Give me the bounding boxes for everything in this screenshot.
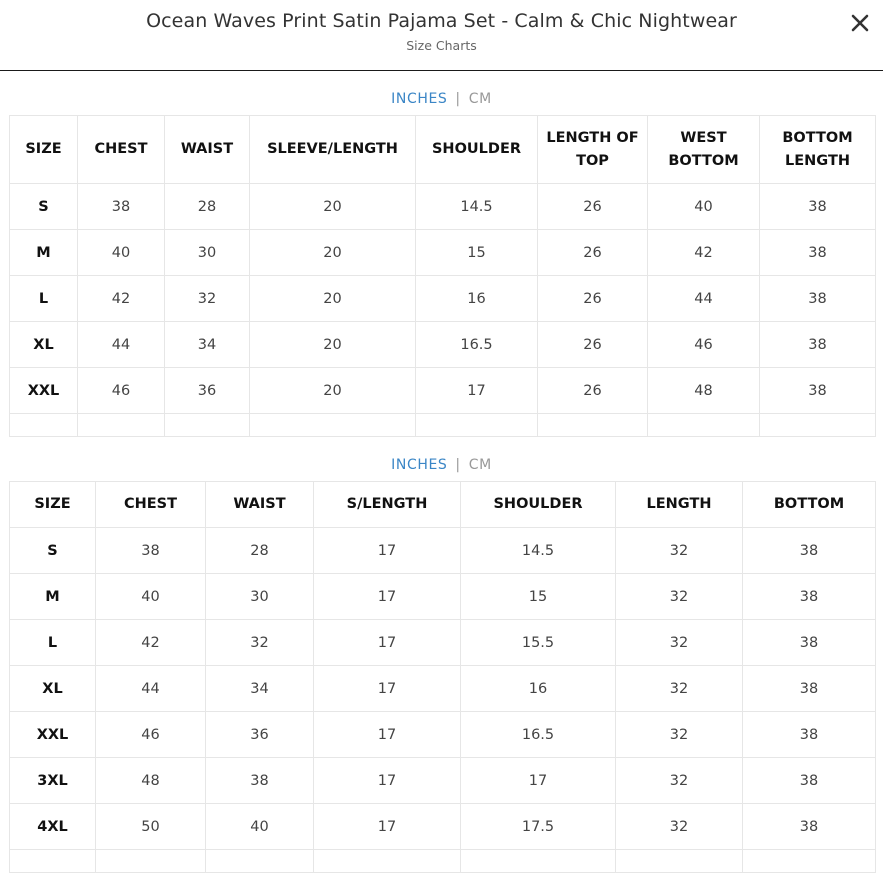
measurement-cell: 16 bbox=[416, 276, 538, 322]
measurement-cell: 17 bbox=[416, 368, 538, 414]
measurement-cell: 44 bbox=[648, 276, 760, 322]
measurement-cell: 38 bbox=[206, 758, 314, 804]
measurement-cell: 44 bbox=[96, 666, 206, 712]
measurement-cell: 38 bbox=[743, 666, 876, 712]
table-row bbox=[10, 276, 876, 322]
modal-header bbox=[0, 0, 883, 71]
measurement-cell: 17 bbox=[314, 758, 461, 804]
measurement-cell: 38 bbox=[96, 528, 206, 574]
empty-cell bbox=[314, 850, 461, 873]
measurement-cell: 38 bbox=[760, 276, 876, 322]
measurement-cell: 40 bbox=[206, 804, 314, 850]
measurement-cell: 28 bbox=[165, 184, 250, 230]
measurement-cell: 17 bbox=[461, 758, 616, 804]
measurement-cell: 20 bbox=[250, 230, 416, 276]
measurement-cell: 46 bbox=[78, 368, 165, 414]
measurement-cell: 17 bbox=[314, 574, 461, 620]
table-header-row bbox=[10, 482, 876, 528]
empty-cell bbox=[616, 850, 743, 873]
measurement-cell: 14.5 bbox=[416, 184, 538, 230]
empty-cell bbox=[10, 414, 78, 437]
measurement-cell: 38 bbox=[760, 322, 876, 368]
measurement-cell: 15 bbox=[461, 574, 616, 620]
size-cell: XXL bbox=[10, 368, 78, 414]
unit-separator: | bbox=[455, 457, 461, 473]
size-cell: M bbox=[10, 230, 78, 276]
measurement-cell: 48 bbox=[96, 758, 206, 804]
column-header: SHOULDER bbox=[461, 482, 616, 528]
measurement-cell: 20 bbox=[250, 184, 416, 230]
measurement-cell: 32 bbox=[616, 620, 743, 666]
measurement-cell: 48 bbox=[648, 368, 760, 414]
empty-cell bbox=[96, 850, 206, 873]
measurement-cell: 46 bbox=[648, 322, 760, 368]
table-row bbox=[10, 758, 876, 804]
measurement-cell: 32 bbox=[616, 666, 743, 712]
measurement-cell: 17 bbox=[314, 804, 461, 850]
measurement-cell: 36 bbox=[206, 712, 314, 758]
measurement-cell: 38 bbox=[760, 230, 876, 276]
table-row bbox=[10, 184, 876, 230]
column-header: CHEST bbox=[78, 116, 165, 184]
column-header: WEST BOTTOM bbox=[648, 116, 760, 184]
measurement-cell: 26 bbox=[538, 276, 648, 322]
empty-row bbox=[10, 850, 876, 873]
size-cell: S bbox=[10, 184, 78, 230]
measurement-cell: 42 bbox=[648, 230, 760, 276]
empty-cell bbox=[165, 414, 250, 437]
product-title: Ocean Waves Print Satin Pajama Set - Calm & Chic Nightwear bbox=[146, 10, 737, 32]
cm-toggle[interactable]: CM bbox=[468, 91, 492, 107]
column-header: BOTTOM bbox=[743, 482, 876, 528]
column-header: LENGTH OF TOP bbox=[538, 116, 648, 184]
empty-cell bbox=[10, 850, 96, 873]
measurement-cell: 42 bbox=[96, 620, 206, 666]
measurement-cell: 42 bbox=[78, 276, 165, 322]
measurement-cell: 17.5 bbox=[461, 804, 616, 850]
measurement-cell: 38 bbox=[78, 184, 165, 230]
unit-toggle-1 bbox=[0, 85, 883, 113]
unit-separator: | bbox=[455, 91, 461, 107]
measurement-cell: 38 bbox=[743, 804, 876, 850]
measurement-cell: 32 bbox=[616, 804, 743, 850]
column-header: CHEST bbox=[96, 482, 206, 528]
empty-cell bbox=[743, 850, 876, 873]
measurement-cell: 30 bbox=[165, 230, 250, 276]
measurement-cell: 32 bbox=[616, 758, 743, 804]
measurement-cell: 20 bbox=[250, 368, 416, 414]
measurement-cell: 15 bbox=[416, 230, 538, 276]
measurement-cell: 34 bbox=[165, 322, 250, 368]
table-row bbox=[10, 230, 876, 276]
measurement-cell: 32 bbox=[206, 620, 314, 666]
measurement-cell: 40 bbox=[78, 230, 165, 276]
column-header: WAIST bbox=[165, 116, 250, 184]
measurement-cell: 17 bbox=[314, 528, 461, 574]
size-cell: M bbox=[10, 574, 96, 620]
column-header: SIZE bbox=[10, 482, 96, 528]
table-row bbox=[10, 804, 876, 850]
measurement-cell: 16.5 bbox=[416, 322, 538, 368]
table-header-row bbox=[10, 116, 876, 184]
inches-toggle[interactable]: INCHES bbox=[391, 91, 448, 107]
size-cell: XL bbox=[10, 322, 78, 368]
measurement-cell: 17 bbox=[314, 666, 461, 712]
empty-cell bbox=[538, 414, 648, 437]
measurement-cell: 38 bbox=[743, 620, 876, 666]
measurement-cell: 15.5 bbox=[461, 620, 616, 666]
measurement-cell: 28 bbox=[206, 528, 314, 574]
measurement-cell: 26 bbox=[538, 184, 648, 230]
measurement-cell: 38 bbox=[743, 574, 876, 620]
column-header: LENGTH bbox=[616, 482, 743, 528]
measurement-cell: 16.5 bbox=[461, 712, 616, 758]
measurement-cell: 26 bbox=[538, 368, 648, 414]
measurement-cell: 16 bbox=[461, 666, 616, 712]
size-cell: L bbox=[10, 276, 78, 322]
empty-cell bbox=[461, 850, 616, 873]
column-header: SIZE bbox=[10, 116, 78, 184]
measurement-cell: 44 bbox=[78, 322, 165, 368]
column-header: S/LENGTH bbox=[314, 482, 461, 528]
measurement-cell: 38 bbox=[760, 368, 876, 414]
measurement-cell: 17 bbox=[314, 620, 461, 666]
table-row bbox=[10, 368, 876, 414]
column-header: SLEEVE/LENGTH bbox=[250, 116, 416, 184]
measurement-cell: 50 bbox=[96, 804, 206, 850]
size-chart-table-2 bbox=[9, 481, 876, 873]
measurement-cell: 32 bbox=[616, 574, 743, 620]
measurement-cell: 32 bbox=[165, 276, 250, 322]
column-header: BOTTOM LENGTH bbox=[760, 116, 876, 184]
empty-cell bbox=[760, 414, 876, 437]
empty-cell bbox=[416, 414, 538, 437]
measurement-cell: 38 bbox=[743, 758, 876, 804]
size-cell: 3XL bbox=[10, 758, 96, 804]
measurement-cell: 20 bbox=[250, 322, 416, 368]
measurement-cell: 34 bbox=[206, 666, 314, 712]
measurement-cell: 17 bbox=[314, 712, 461, 758]
inches-toggle[interactable]: INCHES bbox=[391, 457, 448, 473]
measurement-cell: 32 bbox=[616, 528, 743, 574]
measurement-cell: 40 bbox=[96, 574, 206, 620]
empty-cell bbox=[206, 850, 314, 873]
measurement-cell: 26 bbox=[538, 230, 648, 276]
modal-subtitle: Size Charts bbox=[406, 38, 477, 53]
measurement-cell: 38 bbox=[743, 712, 876, 758]
size-cell: L bbox=[10, 620, 96, 666]
measurement-cell: 40 bbox=[648, 184, 760, 230]
measurement-cell: 38 bbox=[743, 528, 876, 574]
table-row bbox=[10, 712, 876, 758]
table-row bbox=[10, 574, 876, 620]
unit-toggle-2 bbox=[0, 451, 883, 479]
empty-cell bbox=[648, 414, 760, 437]
table-row bbox=[10, 322, 876, 368]
column-header: SHOULDER bbox=[416, 116, 538, 184]
column-header: WAIST bbox=[206, 482, 314, 528]
empty-cell bbox=[78, 414, 165, 437]
size-cell: XL bbox=[10, 666, 96, 712]
size-cell: XXL bbox=[10, 712, 96, 758]
measurement-cell: 36 bbox=[165, 368, 250, 414]
size-cell: S bbox=[10, 528, 96, 574]
table-row bbox=[10, 666, 876, 712]
measurement-cell: 14.5 bbox=[461, 528, 616, 574]
measurement-cell: 30 bbox=[206, 574, 314, 620]
empty-cell bbox=[250, 414, 416, 437]
table-row bbox=[10, 528, 876, 574]
size-cell: 4XL bbox=[10, 804, 96, 850]
cm-toggle[interactable]: CM bbox=[468, 457, 492, 473]
measurement-cell: 26 bbox=[538, 322, 648, 368]
empty-row bbox=[10, 414, 876, 437]
measurement-cell: 32 bbox=[616, 712, 743, 758]
measurement-cell: 20 bbox=[250, 276, 416, 322]
close-icon[interactable] bbox=[847, 10, 873, 36]
table-row bbox=[10, 620, 876, 666]
measurement-cell: 46 bbox=[96, 712, 206, 758]
measurement-cell: 38 bbox=[760, 184, 876, 230]
size-chart-table-1 bbox=[9, 115, 876, 437]
